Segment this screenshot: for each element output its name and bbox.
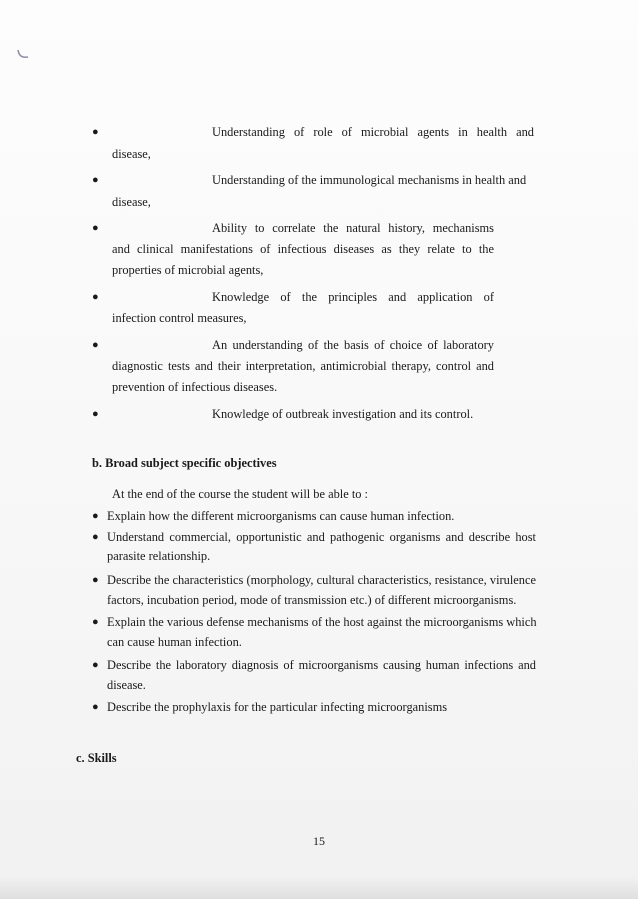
specific-objective-4-line-2: can cause human infection. bbox=[107, 635, 242, 649]
objective-item-5-line-2: diagnostic tests and their interpretation, antimicrobial therapy, control and bbox=[112, 359, 494, 373]
objective-item-3-line-2: and clinical manifestations of infectious diseases as they relate to the bbox=[112, 242, 494, 256]
bullet-icon: ● bbox=[92, 659, 99, 671]
specific-objective-1-line-1: Explain how the different microorganisms can cause human infection. bbox=[107, 509, 455, 523]
bullet-icon: ● bbox=[92, 222, 99, 234]
specific-objective-5-line-1: Describe the laboratory diagnosis of microorganisms causing human infections and bbox=[107, 658, 536, 672]
bullet-icon: ● bbox=[92, 408, 99, 420]
bullet-icon: ● bbox=[92, 574, 99, 586]
specific-objective-3-line-2: factors, incubation period, mode of transmission etc.) of different microorganisms. bbox=[107, 593, 517, 607]
objective-item-1-line-1: Understanding of role of microbial agents in health and bbox=[212, 125, 534, 139]
specific-objective-5-line-2: disease. bbox=[107, 678, 146, 692]
specific-objective-2-line-1: Understand commercial, opportunistic and pathogenic organisms and describe host bbox=[107, 530, 536, 544]
bullet-icon: ● bbox=[92, 510, 99, 522]
specific-objective-3-line-1: Describe the characteristics (morphology, cultural characteristics, resistance, virulence bbox=[107, 573, 536, 587]
bullet-icon: ● bbox=[92, 701, 99, 713]
specific-objective-2-line-2: parasite relationship. bbox=[107, 549, 211, 563]
bullet-icon: ● bbox=[92, 126, 99, 138]
objective-item-5-line-3: prevention of infectious diseases. bbox=[112, 380, 278, 394]
objective-item-5-line-1: An understanding of the basis of choice of laboratory bbox=[212, 338, 494, 352]
section-c-heading: c. Skills bbox=[76, 751, 117, 765]
page-number: 15 bbox=[313, 834, 325, 848]
objective-item-4-line-1: Knowledge of the principles and application of bbox=[212, 290, 494, 304]
page-edge-shadow bbox=[0, 877, 638, 899]
section-b-intro: At the end of the course the student will be able to : bbox=[112, 487, 369, 501]
objective-item-3-line-3: properties of microbial agents, bbox=[112, 263, 264, 277]
bullet-icon: ● bbox=[92, 174, 99, 186]
specific-objective-6-line-1: Describe the prophylaxis for the particular infecting microorganisms bbox=[107, 700, 448, 714]
bullet-icon: ● bbox=[92, 291, 99, 303]
bullet-icon: ● bbox=[92, 339, 99, 351]
bullet-icon: ● bbox=[92, 616, 99, 628]
bullet-icon: ● bbox=[92, 531, 99, 543]
objective-item-4-line-2: infection control measures, bbox=[112, 311, 247, 325]
objective-item-2-line-1: Understanding of the immunological mechanisms in health and bbox=[212, 173, 527, 187]
objective-item-1-line-2: disease, bbox=[112, 147, 151, 161]
specific-objective-4-line-1: Explain the various defense mechanisms of the host against the microorganisms which bbox=[107, 615, 537, 629]
section-b-heading: b. Broad subject specific objectives bbox=[92, 456, 277, 470]
objective-item-6-line-1: Knowledge of outbreak investigation and its control. bbox=[212, 407, 474, 421]
objective-item-3-line-1: Ability to correlate the natural history, mechanisms bbox=[212, 221, 494, 235]
scan-artifact-icon bbox=[16, 48, 30, 60]
objective-item-2-line-2: disease, bbox=[112, 195, 151, 209]
